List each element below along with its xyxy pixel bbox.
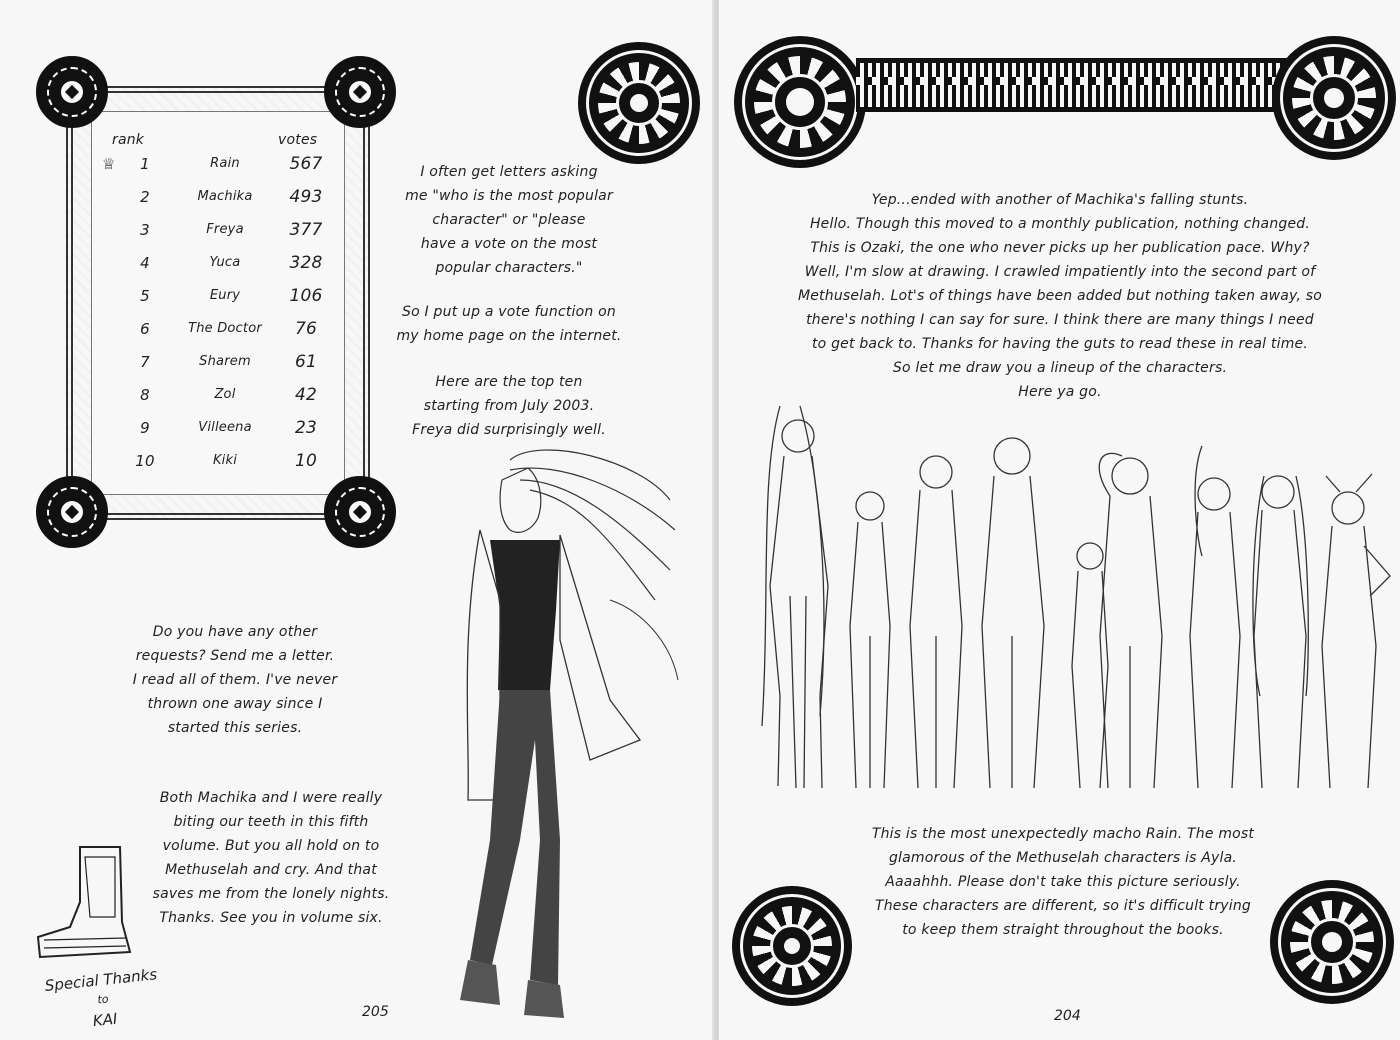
top-ten-paragraph: [380, 370, 638, 442]
text-line: to: [96, 992, 110, 1007]
rank-number: 5: [140, 287, 150, 305]
character-drawing: [440, 440, 680, 1020]
text-line: This is Ozaki, the one who never picks up her publication pace. Why?: [810, 240, 1310, 256]
corner-ornament-top-right: [324, 56, 396, 128]
text-line: starting from July 2003.: [423, 398, 595, 414]
ranking-header: [108, 128, 328, 152]
boot-doodle: [30, 842, 140, 972]
crown-icon: ♕: [102, 155, 116, 173]
text-line: me "who is the most popular: [405, 188, 613, 204]
text-line: there's nothing I can say for sure. I think there are many things I need: [806, 312, 1314, 328]
corner-ornament-bottom-right: [324, 476, 396, 548]
text-line: I read all of them. I've never: [132, 672, 338, 688]
vote-count: 328: [289, 253, 323, 273]
character-name: The Doctor: [188, 321, 262, 336]
text-line: volume. But you all hold on to: [162, 838, 380, 854]
ranking-row: [108, 284, 328, 317]
special-thanks: [35, 963, 171, 1036]
rank-number: 3: [140, 221, 150, 239]
vote-count: 106: [289, 286, 323, 306]
votes-column-header: votes: [278, 132, 318, 148]
text-line: requests? Send me a letter.: [135, 648, 335, 664]
ranking-row: [108, 317, 328, 350]
text-line: Aaaahhh. Please don't take this picture seriously.: [885, 874, 1241, 890]
rank-number: 1: [140, 155, 150, 173]
text-line: Here ya go.: [1018, 384, 1102, 400]
text-line: biting our teeth in this fifth: [173, 814, 369, 830]
intro-paragraph: [380, 160, 638, 280]
text-line: character" or "please: [432, 212, 586, 228]
corner-ornament-bottom-left: [36, 476, 108, 548]
text-line: Well, I'm slow at drawing. I crawled impatiently into the second part of: [804, 264, 1316, 280]
text-line: Special Thanks: [43, 965, 158, 995]
text-line: Hello. Though this moved to a monthly publication, nothing changed.: [809, 216, 1311, 232]
boot-drawing: [30, 842, 140, 972]
ranking-row: [108, 185, 328, 218]
rank-column-header: rank: [112, 132, 145, 148]
text-line: to get back to. Thanks for having the guts to read these in real time.: [811, 336, 1308, 352]
rank-number: 8: [140, 386, 150, 404]
ornament-medallion: [734, 36, 866, 168]
rank-number: 7: [140, 353, 150, 371]
vote-count: 10: [294, 451, 318, 471]
rank-number: 2: [140, 188, 150, 206]
character-name: Zol: [214, 387, 236, 402]
character-name: Sharem: [199, 354, 251, 369]
rank-number: 9: [140, 419, 150, 437]
text-line: These characters are different, so it's difficult trying: [874, 898, 1252, 914]
ornament-medallion: [578, 42, 700, 164]
ranking-row: [108, 350, 328, 383]
ranking-table: [102, 128, 328, 482]
text-line: to keep them straight throughout the books.: [902, 922, 1224, 938]
text-line: KAI: [91, 1009, 119, 1031]
text-line: my home page on the internet.: [396, 328, 622, 344]
text-line: So I put up a vote function on: [402, 304, 616, 320]
text-line: Methuselah and cry. And that: [165, 862, 377, 878]
ranking-row: [108, 416, 328, 449]
ranking-row: [102, 152, 328, 185]
character-illustration: [440, 440, 680, 1020]
character-name: Machika: [197, 189, 253, 204]
vote-count: 377: [289, 220, 323, 240]
rank-number: 10: [135, 452, 155, 470]
lineup-drawing: [750, 396, 1396, 806]
vote-count: 23: [294, 418, 318, 438]
character-name: Kiki: [212, 453, 238, 468]
text-line: have a vote on the most: [420, 236, 598, 252]
text-line: Thanks. See you in volume six.: [159, 910, 383, 926]
character-name: Eury: [209, 288, 241, 303]
text-line: popular characters.": [435, 260, 583, 276]
text-line: I often get letters asking: [420, 164, 598, 180]
page-number: 205: [362, 1004, 389, 1020]
text-line: Yep...ended with another of Machika's falling stunts.: [871, 192, 1249, 208]
vote-paragraph: [380, 300, 638, 348]
ornament-banner: [856, 58, 1288, 112]
text-line: Freya did surprisingly well.: [412, 422, 606, 438]
text-line: Do you have any other: [152, 624, 318, 640]
page-number: 204: [1054, 1008, 1081, 1024]
corner-ornament-top-left: [36, 56, 108, 128]
caption-paragraph: [840, 822, 1286, 942]
requests-paragraph: [100, 620, 370, 740]
ranking-row: [108, 449, 328, 482]
text-line: glamorous of the Methuselah characters is Ayla.: [888, 850, 1238, 866]
text-line: This is the most unexpectedly macho Rain. The most: [871, 826, 1255, 842]
closing-paragraph: [130, 786, 412, 930]
right-intro-paragraph: [740, 188, 1380, 404]
rank-number: 6: [140, 320, 150, 338]
text-line: Both Machika and I were really: [159, 790, 383, 806]
rank-number: 4: [140, 254, 150, 272]
ranking-row: [108, 251, 328, 284]
character-name: Rain: [210, 156, 240, 171]
ornament-medallion: [1270, 880, 1394, 1004]
character-name: Yuca: [209, 255, 241, 270]
character-lineup: [750, 396, 1396, 806]
text-line: saves me from the lonely nights.: [152, 886, 390, 902]
character-name: Villeena: [198, 420, 252, 435]
vote-count: 42: [294, 385, 318, 405]
ornament-medallion: [1272, 36, 1396, 160]
vote-count: 567: [289, 154, 323, 174]
vote-count: 493: [289, 187, 323, 207]
text-line: started this series.: [167, 720, 303, 736]
text-line: So let me draw you a lineup of the characters.: [892, 360, 1228, 376]
vote-count: 61: [294, 352, 318, 372]
text-line: Methuselah. Lot's of things have been added but nothing taken away, so: [797, 288, 1323, 304]
text-line: Here are the top ten: [435, 374, 583, 390]
vote-count: 76: [294, 319, 318, 339]
character-name: Freya: [206, 222, 244, 237]
ornament-medallion: [732, 886, 852, 1006]
ranking-row: [108, 218, 328, 251]
ranking-row: [108, 383, 328, 416]
text-line: thrown one away since I: [147, 696, 323, 712]
